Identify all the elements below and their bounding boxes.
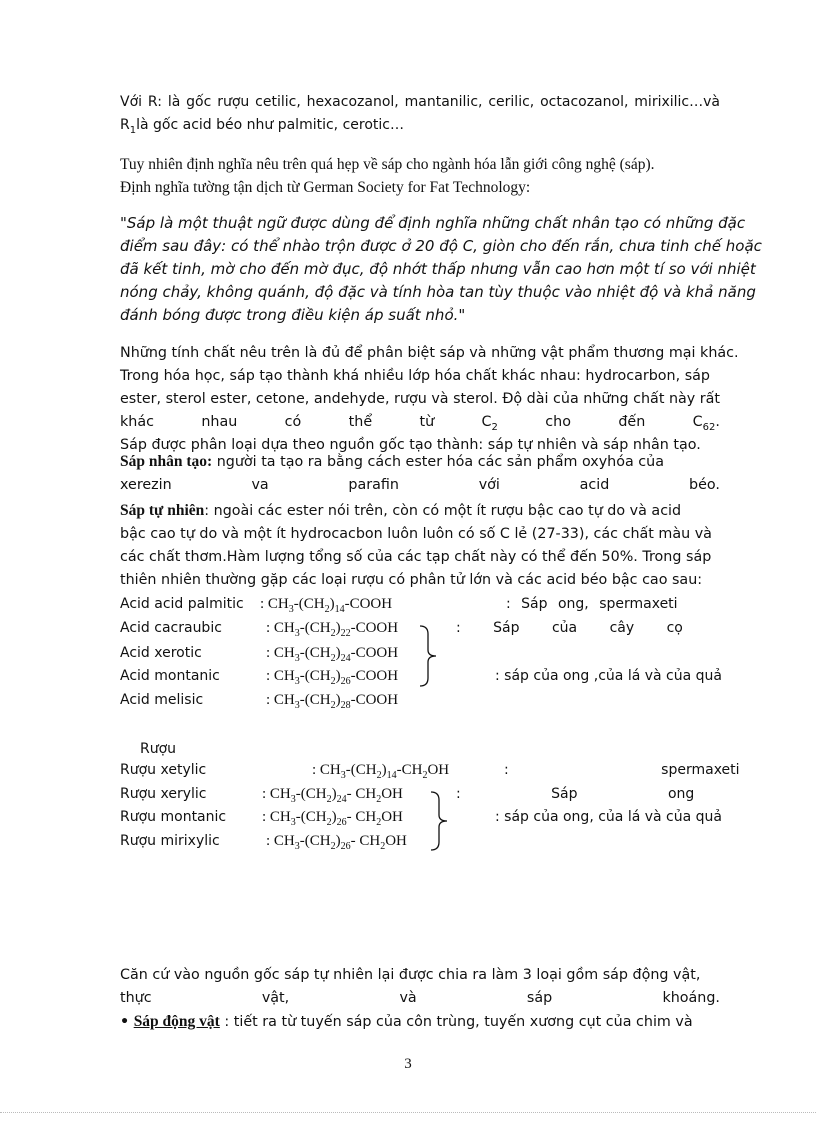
quote-line: nóng chảy, không quánh, độ đặc và tính hòa tan tùy thuộc vào nhiệt độ và khả năng (120, 283, 756, 301)
text-line: Với R: là gốc rượu cetilic, hexacozanol, mantanilic, cerilic, octacozanol, mirixilic…và (120, 94, 720, 110)
acid-name: Acid acid palmitic (120, 596, 244, 612)
alcohol-formula: : $CH_3-(CH_2)_{24}-$ $CH_2OH$ (262, 786, 403, 805)
text-line (120, 499, 720, 523)
natural-wax-label: Sáp tự nhiên (120, 502, 205, 519)
acid-name: Acid melisic (120, 692, 204, 708)
subscript: 1 (129, 124, 137, 136)
alcohol-row-montanic (120, 809, 722, 833)
alcohol-formula: : $CH_3-(CH_2)_{26}-$ $CH_2OH$ (266, 833, 407, 852)
alcohol-source: : sáp của ong, của lá và của quả (495, 809, 722, 825)
animal-wax-label: Sáp động vật (133, 1013, 220, 1030)
text-line: Định nghĩa tường tận dịch từ German Society for Fat Technology: (120, 179, 531, 196)
alcohol-formula: : $CH_3-(CH_2)_{14}-CH_2OH$ (312, 762, 450, 781)
acid-row-palmitic (120, 596, 722, 620)
synthetic-wax-label: Sáp nhân tạo: (120, 453, 213, 470)
quote-line: điểm sau đây: có thể nhào trộn được ở 20 độ C, giòn cho đến rắn, chưa tinh chế hoặc (120, 237, 762, 255)
symbol: C (692, 414, 703, 430)
acid-formula: : $CH_3-(CH_2)_{26}$-COOH (266, 668, 399, 687)
bullet-icon: • (120, 1014, 130, 1030)
symbol: R (120, 117, 130, 133)
alcohol-row-xetylic (120, 762, 740, 786)
acid-name: Acid montanic (120, 668, 220, 684)
alcohol-name: Rượu mirixylic (120, 833, 220, 849)
text-line-spaced (120, 987, 720, 1010)
symbol: C (481, 414, 492, 430)
paragraph-synthetic-wax (120, 450, 720, 497)
quote-definition (120, 212, 762, 327)
text-line (120, 114, 720, 137)
formula-c2 (482, 411, 498, 434)
alcohol-row-mirixylic (120, 833, 722, 857)
subscript: 62 (702, 421, 716, 433)
text-line: bậc cao tự do và một ít hydrocacbon luôn luôn có số C lẻ (27-33), các chất màu và (120, 526, 712, 542)
acid-formula: : $CH_3-(CH_2)_{22}$-COOH (266, 620, 399, 639)
paragraph-natural-classes (120, 964, 720, 1034)
acid-formula: : $CH_3-(CH_2)_{14}$-COOH (260, 596, 393, 615)
word: với (478, 477, 500, 493)
word: parafin (348, 477, 399, 493)
acid-group-brace (416, 624, 440, 688)
word: nhau (201, 414, 238, 430)
alcohol-formula: : $CH_3-(CH_2)_{26}-$ $CH_2OH$ (262, 809, 403, 828)
word: thể (348, 414, 373, 430)
word: có (284, 414, 302, 430)
text: : tiết ra từ tuyến sáp của côn trùng, tuyến xương cụt của chim và (219, 1014, 693, 1030)
word: cho (545, 414, 571, 430)
alcohol-row-xerylic (120, 786, 722, 810)
text: người ta tạo ra bằng cách ester hóa các sản phẩm oxyhóa của (212, 454, 664, 470)
text-line: Căn cứ vào nguồn gốc sáp tự nhiên lại được chia ra làm 3 loại gồm sáp động vật, (120, 967, 701, 983)
text-line-spaced (120, 474, 720, 497)
alcohol-group-brace (428, 790, 450, 852)
page-number: 3 (404, 1056, 412, 1072)
text-line: Sáp được phân loại dựa theo nguồn gốc tạo thành: sáp tự nhiên và sáp nhân tạo. (120, 437, 701, 453)
quote-line: đánh bóng được trong điều kiện áp suất nhỏ." (120, 306, 466, 324)
text: . (715, 414, 720, 430)
alcohol-name: Rượu xerylic (120, 786, 207, 802)
text-line: ester, sterol ester, cetone, andehyde, rượu và sterol. Độ dài của những chất này rất (120, 391, 721, 407)
acid-source: : sáp của ong ,của lá và của quả (495, 668, 722, 684)
acid-row-melisic (120, 692, 722, 716)
paragraph-r-definition (120, 91, 720, 137)
text-line (120, 450, 720, 474)
paragraph-properties (120, 342, 739, 457)
text-line: thiên nhiên thường gặp các loại rượu có phân tử lớn và các acid béo bậc cao sau: (120, 572, 703, 588)
alcohol-heading: Rượu (140, 741, 177, 757)
text-line: Những tính chất nêu trên là đủ để phân biệt sáp và những vật phẩm thương mại khác. (120, 345, 739, 361)
word: từ (419, 414, 435, 430)
text-line-spaced (120, 411, 720, 434)
alcohol-source: : Sáp ong (456, 786, 695, 802)
acid-name: Acid xerotic (120, 645, 202, 661)
word: xerezin (120, 477, 172, 493)
page-bottom-divider (0, 1112, 816, 1113)
acid-source: : Sáp của cây cọ (456, 620, 683, 636)
acid-source: : Sáp ong, spermaxeti (506, 596, 678, 612)
paragraph-natural-wax (120, 499, 720, 592)
word: đến (618, 414, 646, 430)
paragraph-definition-narrow (120, 153, 720, 199)
text-line: Tuy nhiên định nghĩa nêu trên quá hẹp về sáp cho ngành hóa lẫn giới công nghệ (sáp). (120, 156, 655, 173)
acid-formula: : $CH_3-(CH_2)_{24}$-COOH (266, 645, 399, 664)
subscript: 2 (491, 421, 498, 433)
word: khoáng. (662, 990, 720, 1006)
alcohol-source: : spermaxeti (504, 762, 740, 778)
word: khác (120, 414, 154, 430)
word: sáp (526, 990, 553, 1006)
text: là gốc acid béo như palmitic, cerotic… (136, 117, 404, 133)
alcohol-name: Rượu montanic (120, 809, 227, 825)
bullet-line (120, 1010, 720, 1034)
word: vật, (261, 990, 290, 1006)
word: va (251, 477, 269, 493)
alcohol-name: Rượu xetylic (120, 762, 207, 778)
word: béo. (689, 477, 720, 493)
word: acid (579, 477, 610, 493)
acid-formula: : $CH_3-(CH_2)_{28}$-COOH (266, 692, 399, 711)
acid-name: Acid cacraubic (120, 620, 222, 636)
formula-c62 (693, 411, 720, 434)
text: : ngoài các ester nói trên, còn có một ít rượu bậc cao tự do và acid (204, 503, 682, 519)
text-line: các chất thơm.Hàm lượng tổng số của các tạp chất này có thể đến 50%. Trong sáp (120, 549, 712, 565)
text-line: Trong hóa học, sáp tạo thành khá nhiều lớp hóa chất khác nhau: hydrocarbon, sáp (120, 368, 710, 384)
quote-line: đã kết tinh, mờ cho đến mờ đục, độ nhớt thấp nhưng vẫn cao hơn một tí so với nhiệt (120, 260, 756, 278)
quote-line: "Sáp là một thuật ngữ được dùng để định nghĩa những chất nhân tạo có những đặc (120, 214, 746, 232)
word: thực (120, 990, 152, 1006)
word: và (399, 990, 417, 1006)
